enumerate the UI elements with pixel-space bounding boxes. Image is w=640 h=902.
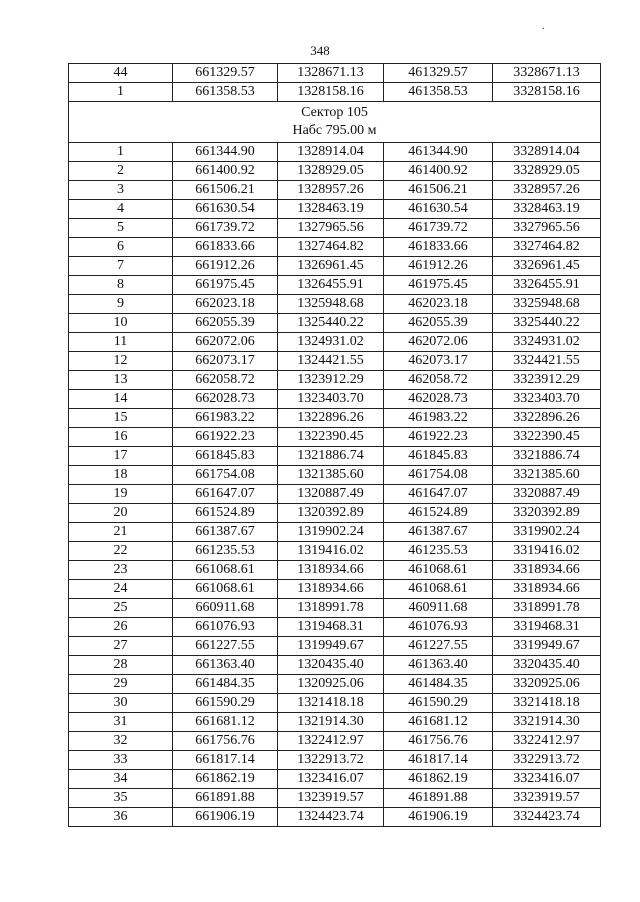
y-msk-cell: 3326455.91	[493, 276, 601, 295]
x-local-cell: 661484.35	[173, 675, 278, 694]
table-row	[69, 409, 601, 428]
y-local-cell: 1323416.07	[278, 770, 384, 789]
table-row	[69, 162, 601, 181]
point-number-cell: 23	[69, 561, 173, 580]
y-local-cell: 1324423.74	[278, 808, 384, 827]
sector-header	[69, 102, 601, 143]
point-number-cell: 24	[69, 580, 173, 599]
point-number-cell: 16	[69, 428, 173, 447]
point-number-cell: 14	[69, 390, 173, 409]
y-local-cell: 1319416.02	[278, 542, 384, 561]
x-local-cell: 661975.45	[173, 276, 278, 295]
x-msk-cell: 462055.39	[384, 314, 493, 333]
x-msk-cell: 461068.61	[384, 561, 493, 580]
y-msk-cell: 3321886.74	[493, 447, 601, 466]
coordinates-table	[68, 63, 601, 827]
table-row	[69, 523, 601, 542]
point-number-cell: 19	[69, 485, 173, 504]
y-msk-cell: 3328957.26	[493, 181, 601, 200]
y-msk-cell: 3320887.49	[493, 485, 601, 504]
y-local-cell: 1322412.97	[278, 732, 384, 751]
y-local-cell: 1321418.18	[278, 694, 384, 713]
table-row	[69, 257, 601, 276]
table-row	[69, 732, 601, 751]
point-number-cell: 13	[69, 371, 173, 390]
point-number-cell: 29	[69, 675, 173, 694]
x-msk-cell: 461076.93	[384, 618, 493, 637]
y-local-cell: 1328957.26	[278, 181, 384, 200]
x-local-cell: 661344.90	[173, 143, 278, 162]
y-local-cell: 1320392.89	[278, 504, 384, 523]
point-number-cell: 25	[69, 599, 173, 618]
x-local-cell: 661681.12	[173, 713, 278, 732]
x-msk-cell: 461756.76	[384, 732, 493, 751]
x-local-cell: 661329.57	[173, 64, 278, 83]
x-msk-cell: 461754.08	[384, 466, 493, 485]
x-local-cell: 661068.61	[173, 580, 278, 599]
page-mark: .	[542, 21, 545, 32]
y-local-cell: 1318934.66	[278, 561, 384, 580]
y-local-cell: 1328914.04	[278, 143, 384, 162]
table-row	[69, 276, 601, 295]
table-row	[69, 466, 601, 485]
x-local-cell: 661845.83	[173, 447, 278, 466]
x-local-cell: 661227.55	[173, 637, 278, 656]
y-local-cell: 1318991.78	[278, 599, 384, 618]
x-local-cell: 661756.76	[173, 732, 278, 751]
point-number-cell: 36	[69, 808, 173, 827]
y-msk-cell: 3318991.78	[493, 599, 601, 618]
table-row	[69, 694, 601, 713]
point-number-cell: 1	[69, 83, 173, 102]
point-number-cell: 44	[69, 64, 173, 83]
y-msk-cell: 3328929.05	[493, 162, 601, 181]
table-row	[69, 618, 601, 637]
table-row	[69, 675, 601, 694]
y-local-cell: 1321385.60	[278, 466, 384, 485]
y-msk-cell: 3318934.66	[493, 580, 601, 599]
x-msk-cell: 461891.88	[384, 789, 493, 808]
x-local-cell: 661647.07	[173, 485, 278, 504]
x-local-cell: 661387.67	[173, 523, 278, 542]
y-msk-cell: 3323919.57	[493, 789, 601, 808]
y-msk-cell: 3319468.31	[493, 618, 601, 637]
x-msk-cell: 462023.18	[384, 295, 493, 314]
x-local-cell: 661912.26	[173, 257, 278, 276]
x-msk-cell: 461068.61	[384, 580, 493, 599]
y-local-cell: 1320887.49	[278, 485, 384, 504]
page-number: 348	[310, 43, 330, 58]
y-local-cell: 1320435.40	[278, 656, 384, 675]
table-row	[69, 64, 601, 83]
y-local-cell: 1325948.68	[278, 295, 384, 314]
y-local-cell: 1319949.67	[278, 637, 384, 656]
x-msk-cell: 461845.83	[384, 447, 493, 466]
y-local-cell: 1319468.31	[278, 618, 384, 637]
x-local-cell: 662073.17	[173, 352, 278, 371]
table-row	[69, 751, 601, 770]
table-row	[69, 447, 601, 466]
table-row	[69, 295, 601, 314]
x-msk-cell: 461739.72	[384, 219, 493, 238]
table-row	[69, 637, 601, 656]
x-local-cell: 661906.19	[173, 808, 278, 827]
point-number-cell: 8	[69, 276, 173, 295]
x-msk-cell: 461506.21	[384, 181, 493, 200]
point-number-cell: 3	[69, 181, 173, 200]
table-row	[69, 504, 601, 523]
y-local-cell: 1327464.82	[278, 238, 384, 257]
y-local-cell: 1328158.16	[278, 83, 384, 102]
x-local-cell: 661754.08	[173, 466, 278, 485]
x-local-cell: 662023.18	[173, 295, 278, 314]
table-row	[69, 83, 601, 102]
y-msk-cell: 3320392.89	[493, 504, 601, 523]
x-msk-cell: 461922.23	[384, 428, 493, 447]
x-local-cell: 661524.89	[173, 504, 278, 523]
x-msk-cell: 461400.92	[384, 162, 493, 181]
y-msk-cell: 3321914.30	[493, 713, 601, 732]
y-msk-cell: 3322913.72	[493, 751, 601, 770]
y-local-cell: 1321886.74	[278, 447, 384, 466]
x-local-cell: 661506.21	[173, 181, 278, 200]
table-row	[69, 542, 601, 561]
table-row	[69, 561, 601, 580]
x-msk-cell: 461647.07	[384, 485, 493, 504]
y-msk-cell: 3319902.24	[493, 523, 601, 542]
x-msk-cell: 461227.55	[384, 637, 493, 656]
x-msk-cell: 461358.53	[384, 83, 493, 102]
y-msk-cell: 3328158.16	[493, 83, 601, 102]
y-msk-cell: 3324931.02	[493, 333, 601, 352]
x-local-cell: 661891.88	[173, 789, 278, 808]
point-number-cell: 9	[69, 295, 173, 314]
table-row	[69, 200, 601, 219]
y-msk-cell: 3321418.18	[493, 694, 601, 713]
y-msk-cell: 3322390.45	[493, 428, 601, 447]
x-local-cell: 661076.93	[173, 618, 278, 637]
x-msk-cell: 461329.57	[384, 64, 493, 83]
x-msk-cell: 461344.90	[384, 143, 493, 162]
point-number-cell: 26	[69, 618, 173, 637]
table-row	[69, 390, 601, 409]
table-row	[69, 580, 601, 599]
y-msk-cell: 3322412.97	[493, 732, 601, 751]
x-msk-cell: 461975.45	[384, 276, 493, 295]
y-local-cell: 1326455.91	[278, 276, 384, 295]
point-number-cell: 10	[69, 314, 173, 333]
y-msk-cell: 3328671.13	[493, 64, 601, 83]
point-number-cell: 11	[69, 333, 173, 352]
point-number-cell: 34	[69, 770, 173, 789]
point-number-cell: 35	[69, 789, 173, 808]
point-number-cell: 33	[69, 751, 173, 770]
y-msk-cell: 3328463.19	[493, 200, 601, 219]
x-msk-cell: 461524.89	[384, 504, 493, 523]
y-msk-cell: 3326961.45	[493, 257, 601, 276]
point-number-cell: 6	[69, 238, 173, 257]
table-row	[69, 485, 601, 504]
y-local-cell: 1320925.06	[278, 675, 384, 694]
table-row	[69, 428, 601, 447]
point-number-cell: 27	[69, 637, 173, 656]
table-row	[69, 789, 601, 808]
x-local-cell: 661862.19	[173, 770, 278, 789]
x-local-cell: 661363.40	[173, 656, 278, 675]
x-local-cell: 661235.53	[173, 542, 278, 561]
y-local-cell: 1328463.19	[278, 200, 384, 219]
x-msk-cell: 461983.22	[384, 409, 493, 428]
x-msk-cell: 461681.12	[384, 713, 493, 732]
sector-rows	[69, 143, 601, 827]
sector-title: Сектор 105	[301, 105, 368, 120]
y-local-cell: 1324931.02	[278, 333, 384, 352]
x-local-cell: 662072.06	[173, 333, 278, 352]
x-msk-cell: 461817.14	[384, 751, 493, 770]
x-local-cell: 661068.61	[173, 561, 278, 580]
y-msk-cell: 3319949.67	[493, 637, 601, 656]
y-local-cell: 1324421.55	[278, 352, 384, 371]
y-msk-cell: 3325440.22	[493, 314, 601, 333]
y-local-cell: 1321914.30	[278, 713, 384, 732]
x-msk-cell: 461630.54	[384, 200, 493, 219]
y-msk-cell: 3320925.06	[493, 675, 601, 694]
point-number-cell: 15	[69, 409, 173, 428]
x-local-cell: 661739.72	[173, 219, 278, 238]
y-local-cell: 1322896.26	[278, 409, 384, 428]
x-msk-cell: 461906.19	[384, 808, 493, 827]
point-number-cell: 22	[69, 542, 173, 561]
y-msk-cell: 3319416.02	[493, 542, 601, 561]
y-msk-cell: 3318934.66	[493, 561, 601, 580]
table-row	[69, 219, 601, 238]
x-msk-cell: 461484.35	[384, 675, 493, 694]
point-number-cell: 18	[69, 466, 173, 485]
y-msk-cell: 3322896.26	[493, 409, 601, 428]
x-local-cell: 661833.66	[173, 238, 278, 257]
point-number-cell: 2	[69, 162, 173, 181]
sector-header-row	[69, 102, 601, 143]
table-row	[69, 238, 601, 257]
y-local-cell: 1318934.66	[278, 580, 384, 599]
y-local-cell: 1323912.29	[278, 371, 384, 390]
x-msk-cell: 461862.19	[384, 770, 493, 789]
x-local-cell: 661358.53	[173, 83, 278, 102]
y-msk-cell: 3320435.40	[493, 656, 601, 675]
point-number-cell: 20	[69, 504, 173, 523]
point-number-cell: 12	[69, 352, 173, 371]
y-local-cell: 1327965.56	[278, 219, 384, 238]
table-row	[69, 599, 601, 618]
x-msk-cell: 462058.72	[384, 371, 493, 390]
y-msk-cell: 3321385.60	[493, 466, 601, 485]
sector-header-cell	[69, 102, 601, 143]
table-row	[69, 808, 601, 827]
x-local-cell: 661922.23	[173, 428, 278, 447]
x-msk-cell: 462073.17	[384, 352, 493, 371]
y-msk-cell: 3324423.74	[493, 808, 601, 827]
x-msk-cell: 461912.26	[384, 257, 493, 276]
x-msk-cell: 462072.06	[384, 333, 493, 352]
y-local-cell: 1322913.72	[278, 751, 384, 770]
y-local-cell: 1328671.13	[278, 64, 384, 83]
x-local-cell: 662055.39	[173, 314, 278, 333]
x-local-cell: 661590.29	[173, 694, 278, 713]
y-local-cell: 1322390.45	[278, 428, 384, 447]
table-row	[69, 333, 601, 352]
point-number-cell: 17	[69, 447, 173, 466]
x-msk-cell: 461833.66	[384, 238, 493, 257]
x-msk-cell: 460911.68	[384, 599, 493, 618]
table-row	[69, 656, 601, 675]
x-local-cell: 662058.72	[173, 371, 278, 390]
point-number-cell: 7	[69, 257, 173, 276]
y-msk-cell: 3323912.29	[493, 371, 601, 390]
table-row	[69, 181, 601, 200]
table-row	[69, 314, 601, 333]
y-msk-cell: 3327965.56	[493, 219, 601, 238]
sector-height: Набс 795.00 м	[292, 123, 377, 138]
x-local-cell: 661630.54	[173, 200, 278, 219]
y-local-cell: 1323403.70	[278, 390, 384, 409]
y-msk-cell: 3325948.68	[493, 295, 601, 314]
y-msk-cell: 3327464.82	[493, 238, 601, 257]
point-number-cell: 5	[69, 219, 173, 238]
y-local-cell: 1325440.22	[278, 314, 384, 333]
table-row	[69, 713, 601, 732]
x-local-cell: 661817.14	[173, 751, 278, 770]
point-number-cell: 32	[69, 732, 173, 751]
table-row	[69, 770, 601, 789]
y-local-cell: 1323919.57	[278, 789, 384, 808]
y-msk-cell: 3323403.70	[493, 390, 601, 409]
x-msk-cell: 461363.40	[384, 656, 493, 675]
y-msk-cell: 3324421.55	[493, 352, 601, 371]
point-number-cell: 31	[69, 713, 173, 732]
x-local-cell: 660911.68	[173, 599, 278, 618]
table-row	[69, 143, 601, 162]
y-msk-cell: 3323416.07	[493, 770, 601, 789]
table-row	[69, 371, 601, 390]
y-local-cell: 1326961.45	[278, 257, 384, 276]
y-local-cell: 1328929.05	[278, 162, 384, 181]
point-number-cell: 1	[69, 143, 173, 162]
x-local-cell: 661400.92	[173, 162, 278, 181]
y-msk-cell: 3328914.04	[493, 143, 601, 162]
x-msk-cell: 461235.53	[384, 542, 493, 561]
x-local-cell: 662028.73	[173, 390, 278, 409]
point-number-cell: 4	[69, 200, 173, 219]
y-local-cell: 1319902.24	[278, 523, 384, 542]
point-number-cell: 30	[69, 694, 173, 713]
point-number-cell: 21	[69, 523, 173, 542]
x-msk-cell: 461387.67	[384, 523, 493, 542]
point-number-cell: 28	[69, 656, 173, 675]
x-msk-cell: 461590.29	[384, 694, 493, 713]
table-row	[69, 352, 601, 371]
x-msk-cell: 462028.73	[384, 390, 493, 409]
pre-sector-rows	[69, 64, 601, 102]
x-local-cell: 661983.22	[173, 409, 278, 428]
